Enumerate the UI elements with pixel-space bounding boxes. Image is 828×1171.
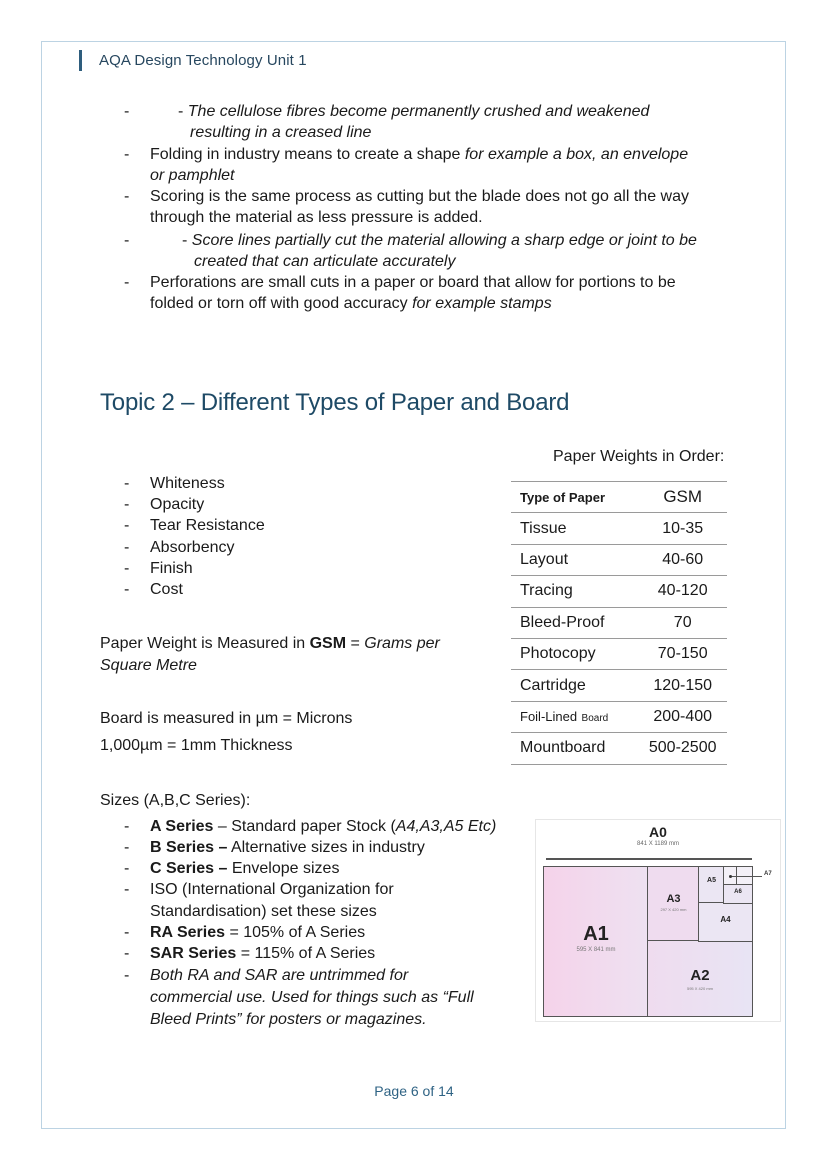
table-caption: Paper Weights in Order:	[553, 448, 725, 465]
bullet-dash: -	[124, 839, 130, 856]
gsm-note: Paper Weight is Measured in GSM = Grams per	[100, 635, 440, 652]
list-item: A Series – Standard paper Stock (A4,A3,A5 Etc)	[150, 818, 497, 835]
bullet-dash: -	[124, 188, 130, 205]
cell-gsm: 120-150	[638, 670, 727, 701]
list-item: B Series – Alternative sizes in industry	[150, 839, 425, 856]
cell-type: Mountboard	[511, 733, 638, 764]
cell-type: Tissue	[511, 513, 638, 544]
list-item: Cost	[150, 581, 183, 598]
table-row	[511, 544, 727, 575]
list-item-continuation: through the material as less pressure is added.	[150, 209, 483, 226]
header-title: AQA Design Technology Unit 1	[99, 51, 307, 69]
cell-gsm: 10-35	[638, 513, 727, 544]
a1-dims: 595 X 841 mm	[576, 947, 616, 953]
a3-label: A3	[666, 893, 681, 905]
paper-weights-table	[511, 481, 727, 765]
list-item: Tear Resistance	[150, 517, 265, 534]
cell-gsm: 70	[638, 607, 727, 638]
table-row	[511, 638, 727, 669]
list-item: Scoring is the same process as cutting but the blade does not go all the way	[150, 188, 689, 205]
topic-title: Topic 2 – Different Types of Paper and Board	[100, 389, 570, 416]
bullet-dash: -	[124, 146, 130, 163]
list-item-continuation: Bleed Prints” for posters or magazines.	[150, 1011, 427, 1028]
a2-box	[647, 940, 753, 1017]
a1-label: A1	[583, 923, 609, 945]
list-item-continuation: folded or torn off with good accuracy for example stamps	[150, 295, 552, 312]
a5-box	[698, 866, 725, 904]
bullet-dash: -	[124, 475, 130, 492]
list-item: C Series – Envelope sizes	[150, 860, 340, 877]
list-item: ISO (International Organization for	[150, 881, 394, 898]
table-row	[511, 670, 727, 701]
a4-label: A4	[720, 915, 731, 924]
list-item-continuation: resulting in a creased line	[190, 124, 372, 141]
paper-sizes-diagram	[535, 819, 781, 1022]
bullet-dash: -	[124, 560, 130, 577]
bullet-dash: -	[124, 274, 130, 291]
list-item: Finish	[150, 560, 193, 577]
table-row	[511, 513, 727, 544]
cell-type: Foil-Lined Board	[511, 701, 638, 732]
a4-box	[698, 902, 753, 942]
cell-type: Cartridge	[511, 670, 638, 701]
header-accent-bar	[79, 50, 82, 71]
cell-type: Tracing	[511, 576, 638, 607]
list-item: Whiteness	[150, 475, 225, 492]
a6-label: A6	[734, 889, 742, 895]
bullet-dash: -	[124, 967, 130, 984]
bullet-dash: -	[124, 924, 130, 941]
list-item-continuation: created that can articulate accurately	[194, 253, 456, 270]
sizes-heading: Sizes (A,B,C Series):	[100, 792, 251, 809]
cell-gsm: 70-150	[638, 638, 727, 669]
cell-type: Photocopy	[511, 638, 638, 669]
page-header	[79, 49, 307, 71]
bullet-dash: -	[124, 881, 130, 898]
table-header-row	[511, 482, 727, 513]
table-row	[511, 701, 727, 732]
a1-box	[543, 866, 649, 1017]
a7-pointer-line	[732, 876, 762, 877]
list-item: Perforations are small cuts in a paper or board that allow for portions to be	[150, 274, 676, 291]
page-number: Page 6 of 14	[374, 1083, 454, 1099]
list-item: - Score lines partially cut the material allowing a sharp edge or joint to be	[182, 232, 697, 249]
cell-gsm: 40-120	[638, 576, 727, 607]
a7-label: A7	[764, 871, 772, 877]
table-row	[511, 607, 727, 638]
cell-type: Bleed-Proof	[511, 607, 638, 638]
bullet-dash: -	[124, 232, 130, 249]
list-item-continuation: commercial use. Used for things such as “Full	[150, 989, 474, 1006]
bullet-dash: -	[124, 103, 130, 120]
a2-dims: 595 X 420 mm	[686, 986, 713, 991]
a0-width-rule	[546, 858, 752, 860]
column-header-type: Type of Paper	[511, 482, 638, 513]
cell-gsm: 200-400	[638, 701, 727, 732]
list-item: Absorbency	[150, 539, 235, 556]
bullet-dash: -	[124, 945, 130, 962]
cell-type: Layout	[511, 544, 638, 575]
a6-box	[723, 884, 753, 904]
list-item: RA Series = 105% of A Series	[150, 924, 366, 941]
gsm-note-continuation: Square Metre	[100, 657, 197, 674]
bullet-dash: -	[124, 860, 130, 877]
cell-gsm: 500-2500	[638, 733, 727, 764]
board-note-line-1: Board is measured in µm = Microns	[100, 710, 353, 727]
a3-dims: 297 X 420 mm	[660, 907, 687, 912]
a0-dims: 841 X 1189 mm	[637, 841, 679, 847]
list-item: Folding in industry means to create a shape for example a box, an envelope	[150, 146, 689, 163]
list-item: - The cellulose fibres become permanently crushed and weakened	[178, 103, 650, 120]
table-row	[511, 576, 727, 607]
cell-gsm: 40-60	[638, 544, 727, 575]
board-note-line-2: 1,000µm = 1mm Thickness	[100, 737, 293, 754]
bullet-dash: -	[124, 581, 130, 598]
list-item-continuation: Standardisation) set these sizes	[150, 903, 377, 920]
bullet-dash: -	[124, 517, 130, 534]
list-item-continuation: or pamphlet	[150, 167, 235, 184]
list-item: SAR Series = 115% of A Series	[150, 945, 376, 962]
a5-label: A5	[707, 877, 716, 884]
bullet-dash: -	[124, 818, 130, 835]
a0-label: A0	[649, 824, 667, 840]
bullet-dash: -	[124, 496, 130, 513]
a2-label: A2	[690, 967, 710, 984]
a3-box	[647, 866, 700, 942]
bullet-dash: -	[124, 539, 130, 556]
list-item: Opacity	[150, 496, 205, 513]
column-header-gsm: GSM	[638, 482, 727, 513]
list-item: Both RA and SAR are untrimmed for	[150, 967, 409, 984]
table-row	[511, 733, 727, 764]
